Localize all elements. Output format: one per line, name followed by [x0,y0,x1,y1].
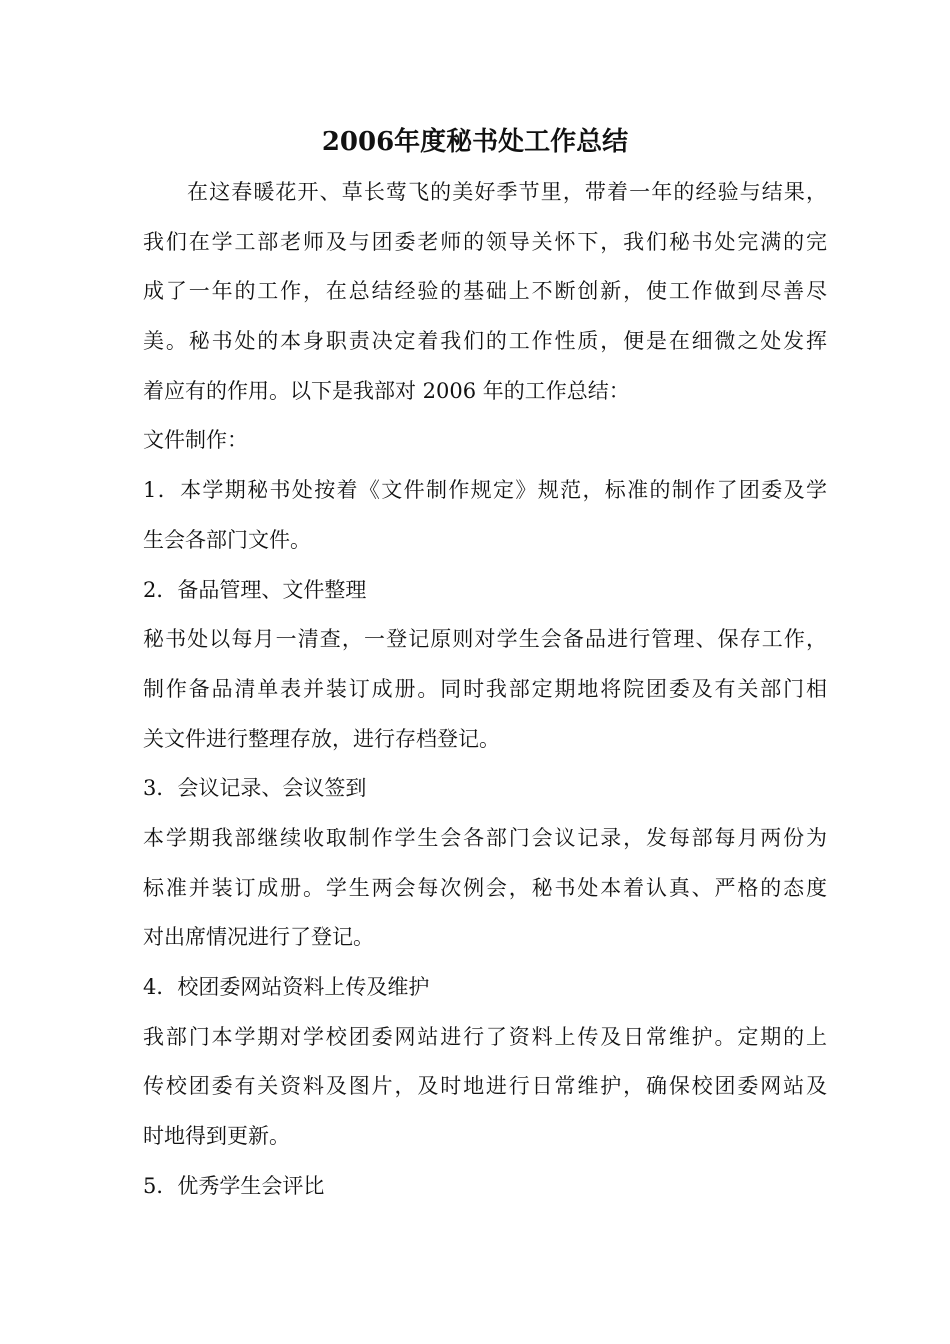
body-line: 我们在学工部老师及与团委老师的领导关怀下，我们秘书处完满的完 [143,229,827,254]
body-line: 本学期我部继续收取制作学生会各部门会议记录，发每部每月两份为 [143,825,827,850]
body-line: 5．优秀学生会评比 [143,1173,325,1198]
body-line: 对出席情况进行了登记。 [143,925,374,950]
document-body [143,168,827,1211]
body-line: 在这春暖花开、草长莺飞的美好季节里，带着一年的经验与结果， [187,180,827,204]
body-line: 1．本学期秘书处按着《文件制作规定》规范，标准的制作了团委及学 [143,478,827,503]
body-line: 制作备品清单表并装订成册。同时我部定期地将院团委及有关部门相 [143,676,827,701]
body-line: 标准并装订成册。学生两会每次例会，秘书处本着认真、严格的态度 [143,875,827,900]
body-line: 关文件进行整理存放，进行存档登记。 [143,726,500,751]
body-line: 4．校团委网站资料上传及维护 [143,975,430,999]
body-line: 秘书处以每月一清查，一登记原则对学生会备品进行管理、保存工作， [143,627,827,652]
body-line: 美。秘书处的本身职责决定着我们的工作性质，便是在细微之处发挥 [143,329,827,354]
body-line: 2．备品管理、文件整理 [143,577,367,602]
body-line: 文件制作： [143,428,248,453]
body-line: 我部门本学期对学校团委网站进行了资料上传及日常维护。定期的上 [143,1024,827,1049]
body-line: 传校团委有关资料及图片，及时地进行日常维护，确保校团委网站及 [143,1074,827,1099]
body-line: 成了一年的工作，在总结经验的基础上不断创新，使工作做到尽善尽 [143,279,827,304]
body-line: 3．会议记录、会议签到 [143,776,367,801]
body-line: 时地得到更新。 [143,1124,290,1149]
body-line: 着应有的作用。以下是我部对 2006 年的工作总结： [143,378,630,403]
body-line: 生会各部门文件。 [143,527,311,552]
document-title: 2006年度秘书处工作总结 [321,127,629,157]
